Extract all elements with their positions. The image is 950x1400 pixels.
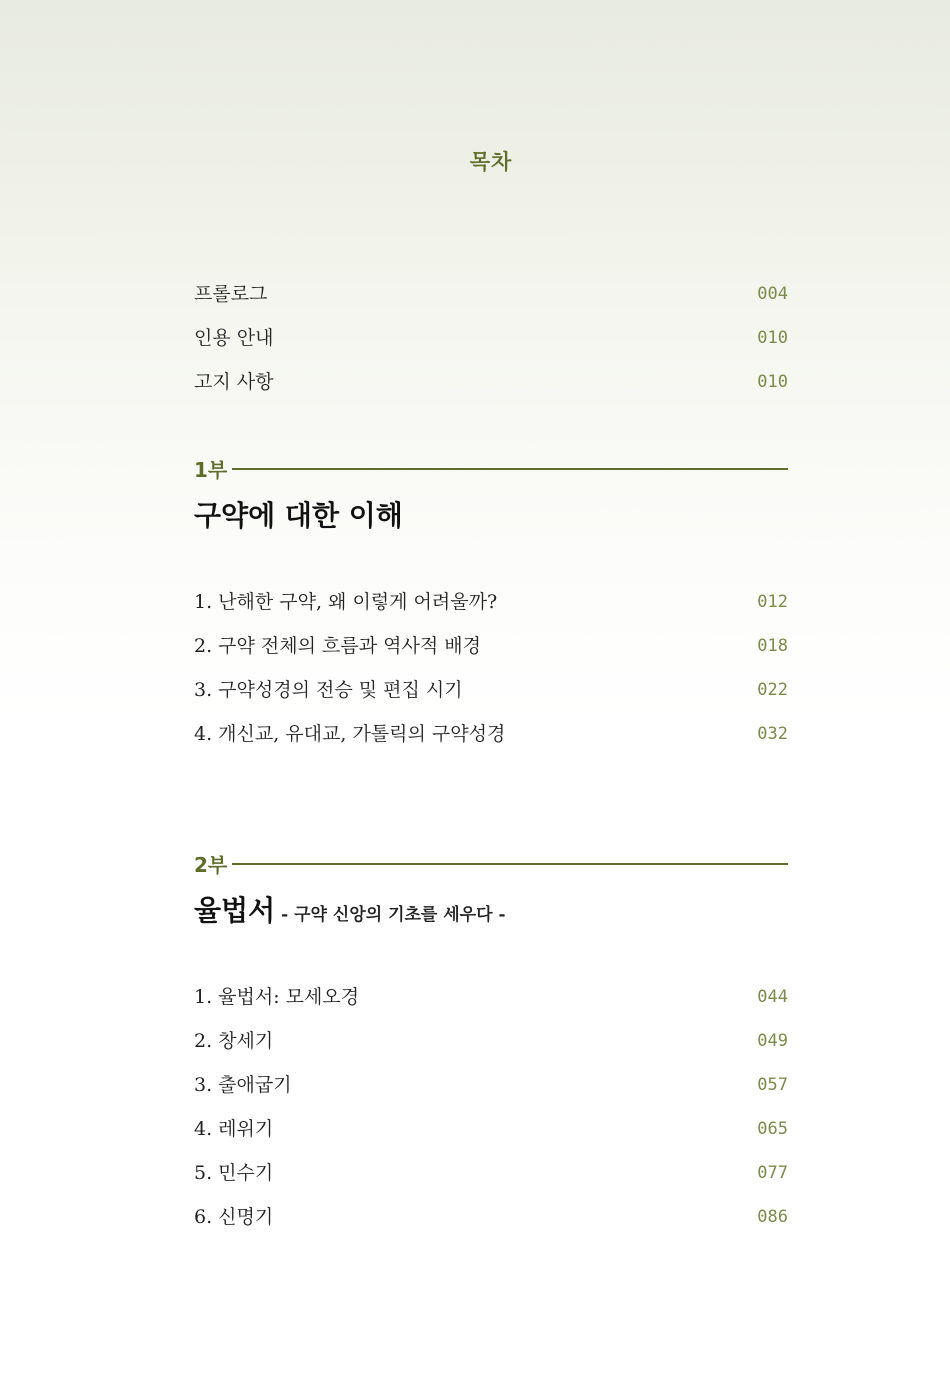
toc-entry-page: 012 [757,592,788,612]
toc-entry-page: 010 [757,372,788,392]
part-1-heading [194,498,403,534]
toc-entry-title: 1. 율법서: 모세오경 [194,986,360,1008]
toc-entry-title: 프롤로그 [194,283,268,305]
toc-entry-page: 018 [757,636,788,656]
toc-entry-title: 3. 출애굽기 [194,1074,292,1096]
toc-entry[interactable] [194,632,788,660]
toc-entry-title: 3. 구약성경의 전승 및 편집 시기 [194,679,463,701]
page-title: 목차 [469,150,513,174]
toc-entry[interactable] [194,676,788,704]
toc-entry[interactable] [194,588,788,616]
part-2-subtitle: - 구약 신앙의 기초를 세우다 - [281,905,506,925]
toc-entry-page: 065 [757,1119,788,1139]
part-2-heading [194,893,506,933]
toc-entry-title: 2. 구약 전체의 흐름과 역사적 배경 [194,635,481,657]
part-2-heading-text: 율법서 [194,894,276,927]
toc-entry[interactable] [194,1203,788,1231]
toc-entry-title: 5. 민수기 [194,1162,274,1184]
toc-entry-notice[interactable] [194,368,788,396]
toc-entry-title: 6. 신명기 [194,1206,274,1228]
toc-entry-title: 인용 안내 [194,327,274,349]
toc-entry[interactable] [194,1027,788,1055]
toc-entry-title: 1. 난해한 구약, 왜 이렇게 어려울까? [194,591,498,613]
toc-entry[interactable] [194,720,788,748]
toc-entry-page: 044 [757,987,788,1007]
toc-entry-title: 2. 창세기 [194,1030,274,1052]
toc-entry-page: 004 [757,284,788,304]
part-2-divider [232,863,788,865]
toc-entry[interactable] [194,1159,788,1187]
part-2-label: 2부 [194,853,228,877]
toc-entry-title: 고지 사항 [194,371,274,393]
toc-entry-page: 086 [757,1207,788,1227]
toc-entry-page: 057 [757,1075,788,1095]
toc-entry-page: 077 [757,1163,788,1183]
toc-entry[interactable] [194,1115,788,1143]
toc-entry-title: 4. 개신교, 유대교, 가톨릭의 구약성경 [194,723,506,745]
toc-entry-citation-guide[interactable] [194,324,788,352]
toc-entry-title: 4. 레위기 [194,1118,274,1140]
toc-entry[interactable] [194,983,788,1011]
part-1-heading-text: 구약에 대한 이해 [194,499,403,532]
toc-entry[interactable] [194,1071,788,1099]
part-1-divider [232,468,788,470]
toc-entry-page: 010 [757,328,788,348]
toc-entry-page: 032 [757,724,788,744]
toc-entry-page: 022 [757,680,788,700]
toc-entry-page: 049 [757,1031,788,1051]
part-1-label: 1부 [194,458,228,482]
toc-entry-prologue[interactable] [194,280,788,308]
